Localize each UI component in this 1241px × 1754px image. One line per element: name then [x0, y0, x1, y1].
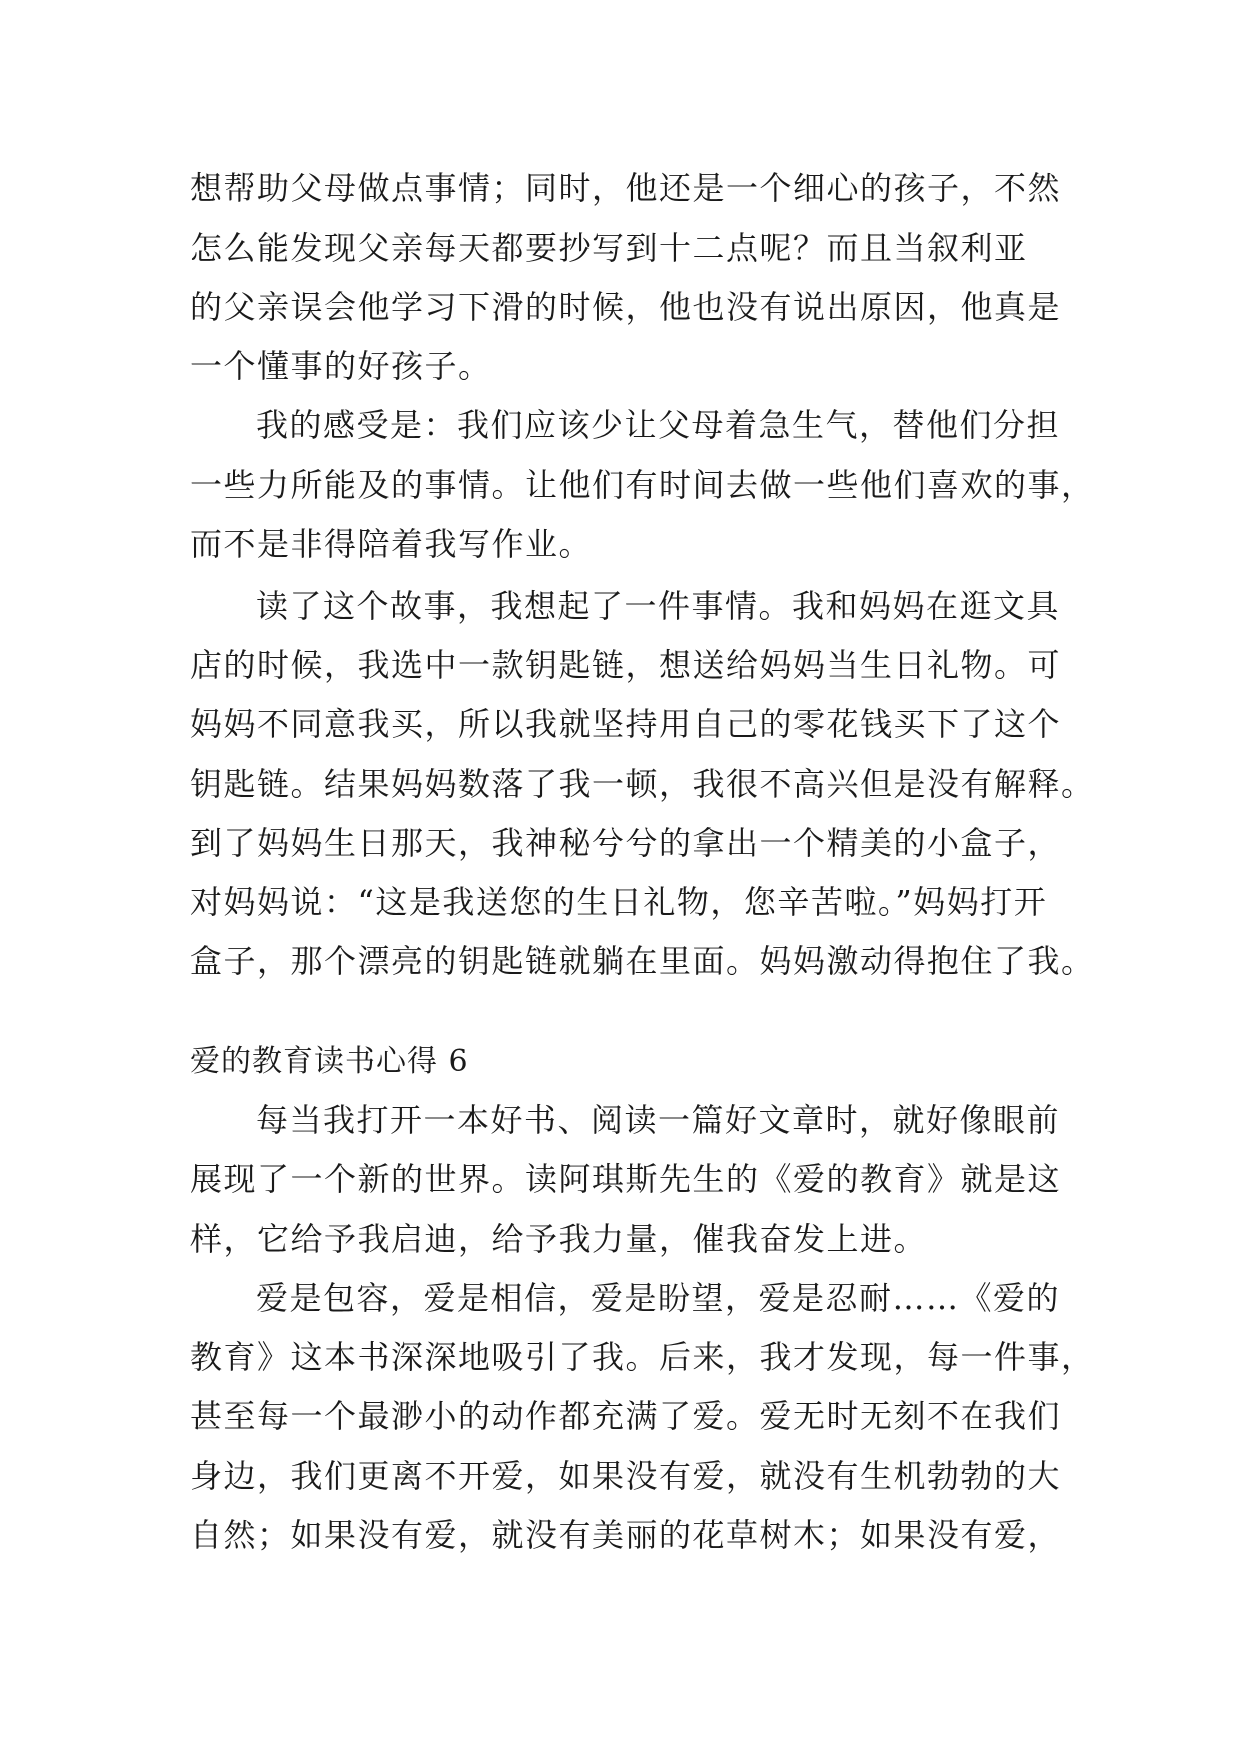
paragraph-line: 的父亲误会他学习下滑的时候，他也没有说出原因，他真是 — [190, 288, 1062, 326]
section-heading: 爱的教育读书心得 6 — [190, 1044, 469, 1079]
paragraph-line: 盒子，那个漂亮的钥匙链就躺在里面。妈妈激动得抱住了我。 — [190, 942, 1095, 980]
paragraph-line: 一个懂事的好孩子。 — [190, 347, 492, 385]
paragraph-line: 对妈妈说：“这是我送您的生日礼物，您辛苦啦。”妈妈打开 — [190, 883, 1048, 921]
paragraph-line: 自然；如果没有爱，就没有美丽的花草树木；如果没有爱， — [190, 1516, 1062, 1554]
paragraph-line: 钥匙链。结果妈妈数落了我一顿，我很不高兴但是没有解释。 — [190, 765, 1095, 803]
paragraph-line: 而不是非得陪着我写作业。 — [190, 525, 593, 563]
paragraph-line: 甚至每一个最渺小的动作都充满了爱。爱无时无刻不在我们 — [190, 1397, 1062, 1435]
paragraph-line: 教育》这本书深深地吸引了我。后来，我才发现，每一件事， — [190, 1338, 1095, 1376]
paragraph-line: 身边，我们更离不开爱，如果没有爱，就没有生机勃勃的大 — [190, 1457, 1062, 1495]
paragraph-line: 一些力所能及的事情。让他们有时间去做一些他们喜欢的事， — [190, 466, 1095, 504]
paragraph-line: 读了这个故事，我想起了一件事情。我和妈妈在逛文具 — [256, 587, 1061, 625]
paragraph-line: 妈妈不同意我买，所以我就坚持用自己的零花钱买下了这个 — [190, 705, 1062, 743]
paragraph-line: 样，它给予我启迪，给予我力量，催我奋发上进。 — [190, 1220, 928, 1258]
paragraph-line: 怎么能发现父亲每天都要抄写到十二点呢？而且当叙利亚 — [190, 229, 1028, 267]
paragraph-line: 店的时候，我选中一款钥匙链，想送给妈妈当生日礼物。可 — [190, 646, 1062, 684]
paragraph-line: 到了妈妈生日那天，我神秘兮兮的拿出一个精美的小盒子， — [190, 824, 1062, 862]
paragraph-line: 每当我打开一本好书、阅读一篇好文章时，就好像眼前 — [256, 1101, 1061, 1139]
paragraph-line: 展现了一个新的世界。读阿琪斯先生的《爱的教育》就是这 — [190, 1160, 1062, 1198]
paragraph-line: 想帮助父母做点事情；同时，他还是一个细心的孩子，不然 — [190, 169, 1062, 207]
paragraph-line: 爱是包容，爱是相信，爱是盼望，爱是忍耐……《爱的 — [256, 1279, 1061, 1317]
paragraph-line: 我的感受是：我们应该少让父母着急生气，替他们分担 — [256, 406, 1061, 444]
